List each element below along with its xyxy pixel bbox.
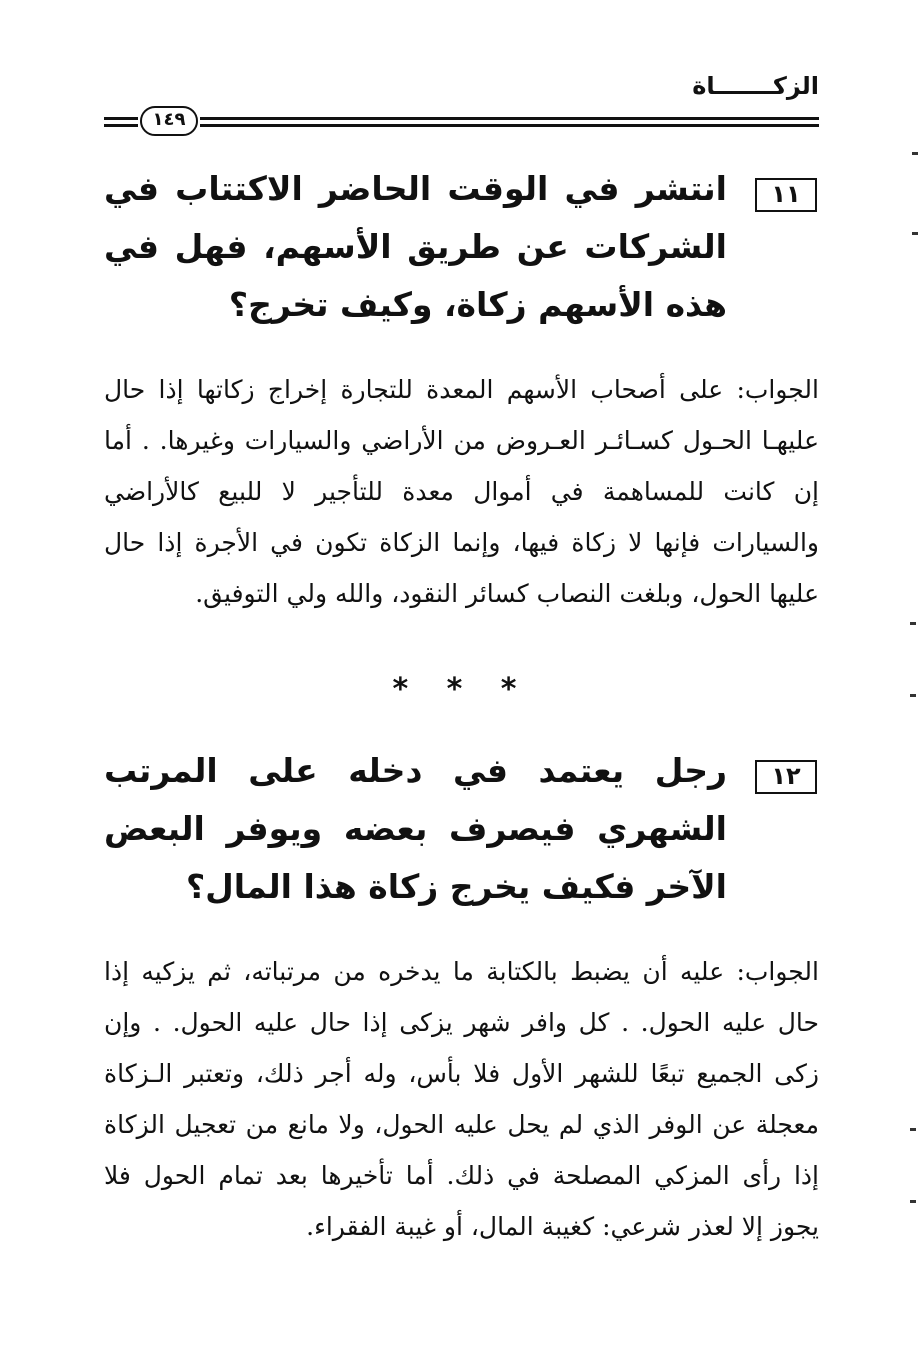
question-text: رجل يعتمد في دخله على المرتب الشهري فيصرف بعضه ويوفر البعض الآخر فكيف يخرج زكاة هذا المال؟ bbox=[104, 751, 727, 906]
section-separator: * * * bbox=[392, 672, 531, 707]
running-header-title: الزكـــــــاة bbox=[692, 72, 819, 100]
question-number-box: ١٢ bbox=[755, 760, 817, 794]
scan-mark bbox=[910, 694, 916, 697]
scan-mark bbox=[910, 622, 916, 625]
scan-mark bbox=[912, 232, 918, 235]
header-rule bbox=[200, 117, 819, 120]
answer-text: الجواب: عليه أن يضبط بالكتابة ما يدخره من مرتباته، ثم يزكيه إذا حال عليه الحول. . كل وافر شهر يزكى إذا حال عليه الحول. . وإن زكى الجميع تبعًا للشهر الأول فلا بأس، وله أجر ذلك، وتعتبر الـزكاة معجلة عن الوفر الذي لم يحل عليه الحول، ولا مانع من تعجيل الزكاة إذا رأى المزكي المصلحة في ذلك. أما تأخيرها بعد تمام الحول فلا يجوز إلا لعذر شرعي: كغيبة المال، أو غيبة الفقراء. bbox=[104, 957, 819, 1241]
header-rule bbox=[200, 124, 819, 127]
page-number: ١٤٩ bbox=[140, 106, 198, 136]
answer-text: الجواب: على أصحاب الأسهم المعدة للتجارة إخراج زكاتها إذا حال عليهـا الحـول كسـائـر العـروض من الأراضي والسيارات وغيرها. . أما إن كانت للمساهمة في أموال معدة للتأجير لا للبيع كالأراضي والسيارات فإنها لا زكاة فيها، وإنما الزكاة تكون في الأجرة إذا حال عليها الحول، وبلغت النصاب كسائر النقود، والله ولي التوفيق. bbox=[104, 375, 819, 608]
question-text: انتشر في الوقت الحاضر الاكتتاب في الشركات عن طريق الأسهم، فهل في هذه الأسهم زكاة، وكيف تخرج؟ bbox=[104, 169, 727, 324]
header-rule bbox=[104, 124, 138, 127]
header-rule bbox=[104, 117, 138, 120]
scan-mark bbox=[910, 1128, 916, 1131]
scan-mark bbox=[912, 152, 918, 155]
question-number-box: ١١ bbox=[755, 178, 817, 212]
scan-mark bbox=[910, 1200, 916, 1203]
